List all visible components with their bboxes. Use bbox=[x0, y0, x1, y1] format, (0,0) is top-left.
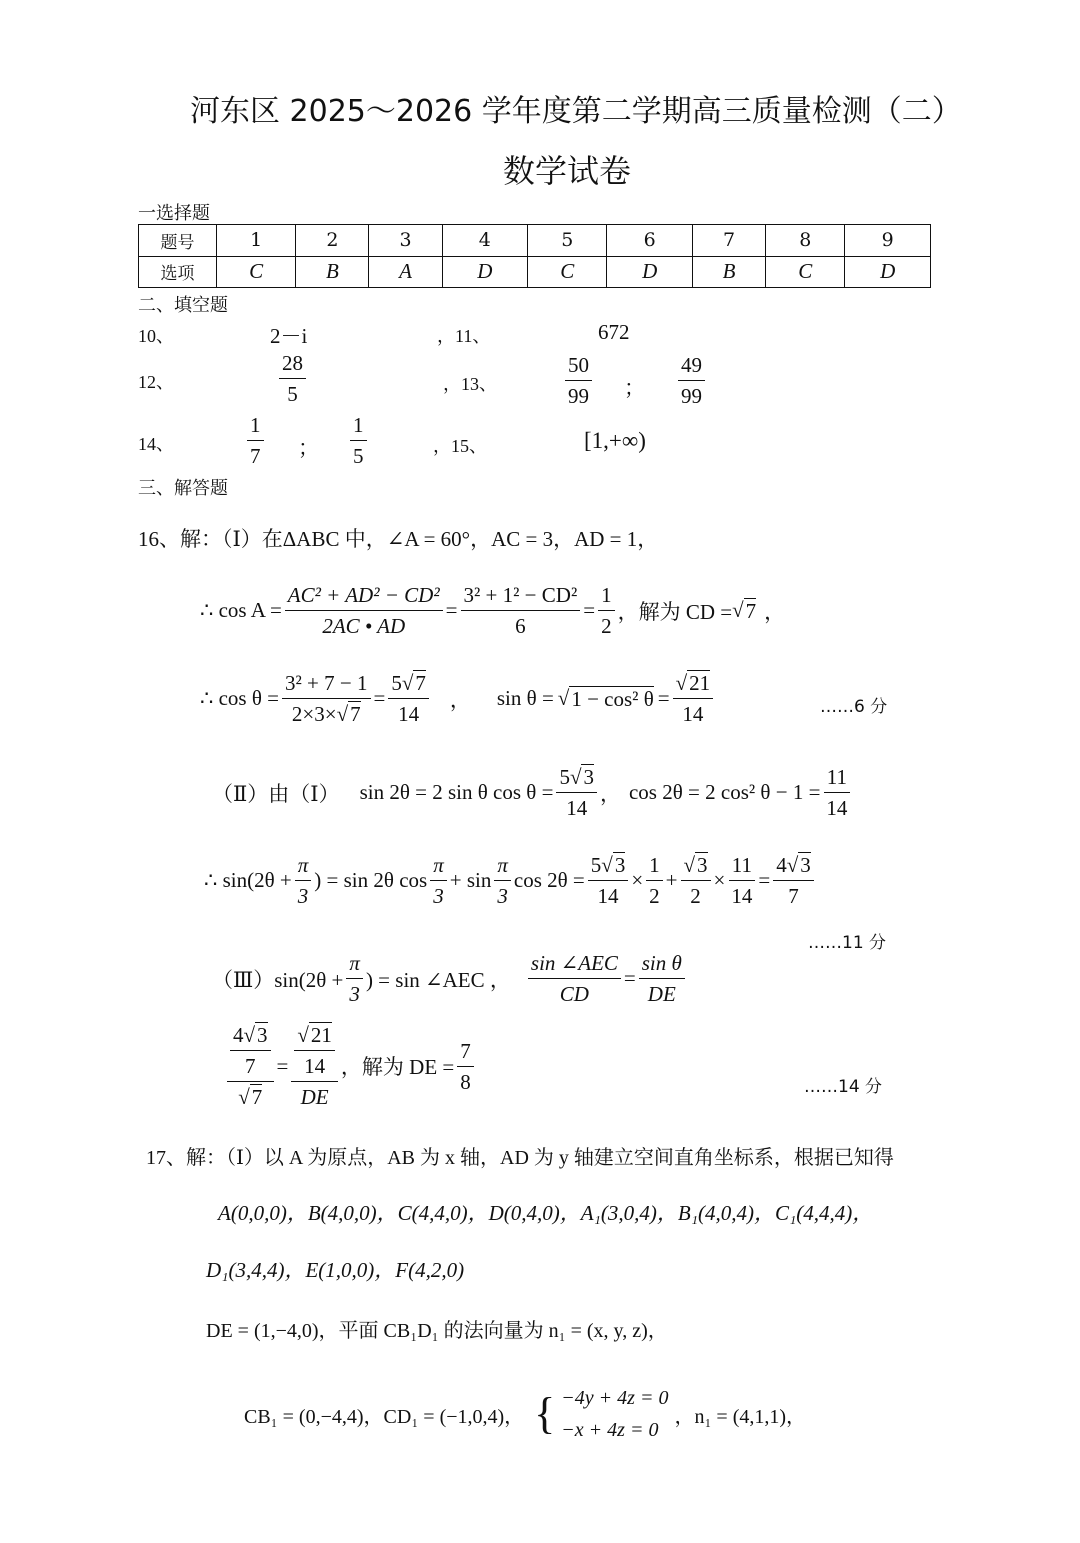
eq-text: + sin bbox=[449, 868, 492, 892]
q16-part2-sum-equation bbox=[204, 850, 817, 911]
eq-text: 4 bbox=[776, 853, 787, 877]
section-solution-label: 三、解答题 bbox=[138, 478, 228, 499]
eq-text: ∴ cos A = bbox=[200, 598, 282, 622]
table-cell: B bbox=[692, 256, 765, 288]
brace-icon: { bbox=[534, 1389, 556, 1438]
eq-text: CB₁ = (0,−4,4)，CD₁ = (−1,0,4)， bbox=[244, 1405, 525, 1428]
eq-text: 5 bbox=[590, 853, 602, 877]
frac-denominator: DE bbox=[300, 1085, 329, 1109]
eq-text: ，解为 DE = bbox=[340, 1055, 455, 1079]
sqrt-sign: √ bbox=[238, 1085, 250, 1109]
frac-numerator: 1 bbox=[247, 410, 264, 441]
frac-numerator bbox=[291, 1020, 338, 1082]
eq-text: 5 bbox=[559, 765, 570, 789]
question-number: ，15、 bbox=[433, 436, 487, 456]
frac-numerator: 1 bbox=[646, 850, 663, 881]
answer-14a bbox=[244, 410, 267, 471]
frac-numerator bbox=[681, 850, 711, 881]
eq-text: ， bbox=[449, 687, 471, 712]
frac-numerator bbox=[588, 850, 629, 881]
score-mark: ……6 分 bbox=[820, 697, 888, 717]
eq-text: sin θ = bbox=[496, 686, 554, 710]
frac-numerator: 7 bbox=[457, 1036, 474, 1067]
score-mark: ……11 分 bbox=[808, 933, 887, 953]
eq-sign: = bbox=[276, 1053, 289, 1078]
frac-numerator: sin θ bbox=[639, 948, 685, 979]
table-cell: C bbox=[766, 256, 845, 288]
sqrt-radicand: 3 bbox=[257, 1023, 268, 1047]
table-cell: D bbox=[845, 256, 931, 288]
eq-text: ， bbox=[599, 781, 621, 806]
eq-text: ， bbox=[764, 599, 786, 624]
q17-normal-vector: DE = (1,−4,0)，平面 CB₁D₁ 的法向量为 n₁ = (x, y, z)， bbox=[206, 1320, 668, 1342]
frac-denominator: 14 bbox=[826, 796, 848, 820]
answer-10: 2－i bbox=[270, 324, 308, 348]
sqrt-sign: √ bbox=[243, 1023, 256, 1047]
frac-denominator: 2AC • AD bbox=[322, 614, 406, 638]
frac-numerator: 1 bbox=[350, 410, 367, 441]
frac-denominator: DE bbox=[647, 982, 676, 1006]
table-cell: 5 bbox=[528, 225, 607, 257]
frac-numerator: π bbox=[295, 850, 312, 881]
table-cell: 4 bbox=[442, 225, 528, 257]
complex-fraction bbox=[227, 1020, 274, 1112]
table-cell: A bbox=[369, 256, 442, 288]
table-cell: B bbox=[296, 256, 369, 288]
sqrt-radicand: 3 bbox=[800, 853, 811, 877]
eq-operator: × bbox=[713, 868, 726, 892]
table-row-numbers bbox=[139, 225, 931, 257]
section-choice-label: 一选择题 bbox=[138, 203, 210, 224]
frac-numerator: 3² + 1² − CD² bbox=[461, 580, 581, 611]
frac-denominator: 5 bbox=[287, 382, 298, 406]
eq-text: ∴ sin(2θ + bbox=[204, 868, 292, 892]
eq-sign: = bbox=[583, 598, 596, 622]
eq-text: ，n₁ = (4,1,1)， bbox=[674, 1405, 807, 1428]
frac-numerator: π bbox=[494, 850, 511, 881]
eq-text: sin 2θ = 2 sin θ cos θ = bbox=[359, 780, 554, 804]
table-cell: D bbox=[442, 256, 528, 288]
frac-numerator: π bbox=[346, 948, 363, 979]
frac-denominator: 2 bbox=[601, 614, 612, 638]
table-cell: C bbox=[528, 256, 607, 288]
eq-sign: = bbox=[445, 598, 458, 622]
sqrt-sign: √ bbox=[297, 1023, 309, 1047]
score-mark: ……14 分 bbox=[804, 1077, 883, 1097]
page-subtitle: 数学试卷 bbox=[503, 152, 632, 190]
eq-text: 2×3× bbox=[291, 702, 337, 726]
eq-text: （Ⅲ）sin(2θ + bbox=[212, 967, 344, 992]
sqrt-radicand: 3 bbox=[614, 853, 626, 877]
sqrt-radicand: 1 − cos² θ bbox=[571, 686, 654, 711]
answer-11: 672 bbox=[598, 320, 630, 344]
eq-text: 4 bbox=[233, 1023, 244, 1047]
eq-sign: = bbox=[373, 686, 386, 710]
table-cell: 2 bbox=[296, 225, 369, 257]
frac-numerator bbox=[230, 1020, 271, 1051]
frac-denominator: 99 bbox=[681, 384, 702, 408]
q17-coordinates-1: A(0,0,0)，B(4,0,0)，C(4,4,0)，D(0,4,0)，A₁(3,0,4)，B₁(4,0,4)，C₁(4,4,4)， bbox=[218, 1201, 874, 1225]
frac-numerator bbox=[556, 762, 597, 793]
frac-numerator: AC² + AD² − CD² bbox=[285, 580, 443, 611]
system-equation: −4y + 4z = 0 bbox=[561, 1387, 669, 1409]
eq-text: ∴ cos θ = bbox=[200, 686, 280, 710]
sqrt-sign: √ bbox=[401, 671, 414, 695]
frac-denominator bbox=[289, 699, 364, 729]
sqrt-radicand: 7 bbox=[350, 702, 361, 726]
frac-denominator: 14 bbox=[731, 884, 753, 908]
answer-13b bbox=[675, 350, 708, 411]
q16-cos-theta-equation bbox=[200, 668, 716, 729]
frac-denominator: 7 bbox=[788, 884, 799, 908]
question-number: 12、 bbox=[138, 372, 174, 392]
answer-12 bbox=[276, 348, 309, 409]
frac-denominator: 14 bbox=[304, 1054, 326, 1078]
eq-text: （Ⅱ）由（Ⅰ） bbox=[212, 781, 340, 806]
frac-denominator: 99 bbox=[568, 384, 589, 408]
complex-fraction bbox=[291, 1020, 338, 1112]
frac-numerator: 28 bbox=[279, 348, 306, 379]
frac-denominator bbox=[235, 1082, 265, 1112]
q17-intro: 17、解：（Ⅰ）以 A 为原点，AB 为 x 轴，AD 为 y 轴建立空间直角坐标系，根据已知得 bbox=[146, 1147, 894, 1169]
frac-denominator: 3 bbox=[349, 982, 360, 1006]
answer-15: [1,+∞) bbox=[584, 428, 646, 453]
frac-numerator bbox=[294, 1020, 335, 1051]
eq-text: ) = sin 2θ cos bbox=[314, 868, 428, 892]
eq-text: cos 2θ = 2 cos² θ − 1 = bbox=[628, 780, 821, 804]
eq-operator: × bbox=[631, 868, 644, 892]
frac-numerator: sin ∠AEC bbox=[528, 948, 621, 979]
frac-denominator: 7 bbox=[245, 1054, 256, 1078]
question-number: ，13、 bbox=[443, 374, 497, 394]
eq-text: ) = sin ∠AEC ， bbox=[365, 967, 511, 992]
eq-sign: = bbox=[758, 868, 771, 892]
table-cell: 8 bbox=[766, 225, 845, 257]
section-fill-label: 二、填空题 bbox=[138, 295, 228, 316]
frac-denominator: CD bbox=[559, 982, 589, 1006]
eq-text: 5 bbox=[391, 671, 402, 695]
frac-denominator: 3 bbox=[497, 884, 508, 908]
table-header-cell: 选项 bbox=[139, 256, 217, 288]
frac-numerator: 1 bbox=[598, 580, 615, 611]
frac-denominator: 2 bbox=[649, 884, 660, 908]
table-cell: 6 bbox=[607, 225, 693, 257]
frac-denominator: 3 bbox=[297, 884, 309, 908]
page-title: 河东区 2025～2026 学年度第二学期高三质量检测（二） bbox=[190, 94, 962, 129]
table-row-answers bbox=[139, 256, 931, 288]
frac-numerator bbox=[773, 850, 814, 881]
eq-sign: = bbox=[657, 686, 670, 710]
q17-vector-system bbox=[244, 1382, 806, 1446]
frac-numerator: 11 bbox=[824, 762, 850, 793]
sqrt-sign: √ bbox=[557, 686, 570, 710]
eq-text: ，解为 CD = bbox=[617, 599, 733, 624]
table-cell: 7 bbox=[692, 225, 765, 257]
table-cell: 3 bbox=[369, 225, 442, 257]
q16-part2-equation bbox=[212, 762, 853, 823]
frac-denominator: 6 bbox=[515, 614, 526, 638]
question-number: ，11、 bbox=[437, 326, 491, 346]
sqrt-radicand: 7 bbox=[415, 671, 426, 695]
question-number: 10、 bbox=[138, 326, 174, 346]
eq-operator: + bbox=[665, 868, 678, 892]
sqrt-sign: √ bbox=[732, 598, 744, 622]
q16-cosA-equation bbox=[200, 580, 785, 641]
frac-numerator: 3² + 7 − 1 bbox=[282, 668, 370, 699]
sqrt-sign: √ bbox=[683, 853, 696, 877]
answer-14b bbox=[347, 410, 370, 471]
frac-denominator: 7 bbox=[250, 444, 261, 468]
sqrt-sign: √ bbox=[786, 853, 799, 877]
sqrt-radicand: 21 bbox=[689, 671, 711, 695]
question-number: 14、 bbox=[138, 434, 174, 454]
sqrt-sign: √ bbox=[601, 853, 613, 877]
system-equation: −x + 4z = 0 bbox=[561, 1419, 659, 1441]
table-cell: 1 bbox=[217, 225, 296, 257]
eq-text: cos 2θ = bbox=[513, 868, 585, 892]
frac-denominator: 2 bbox=[690, 884, 701, 908]
sqrt-radicand: 3 bbox=[697, 853, 708, 877]
frac-denominator: 8 bbox=[460, 1069, 471, 1094]
frac-numerator: 49 bbox=[678, 350, 705, 381]
answer-table bbox=[138, 224, 931, 288]
table-cell: 9 bbox=[845, 225, 931, 257]
sqrt-sign: √ bbox=[569, 765, 582, 789]
sqrt-sign: √ bbox=[336, 702, 349, 726]
q16-intro: 16、解：（Ⅰ）在ΔABC 中，∠A = 60°，AC = 3，AD = 1， bbox=[138, 527, 659, 551]
frac-numerator bbox=[388, 668, 429, 699]
q17-coordinates-2: D₁(3,4,4)，E(1,0,0)，F(4,2,0) bbox=[206, 1258, 465, 1282]
eq-sign: = bbox=[623, 966, 636, 990]
table-cell: C bbox=[217, 256, 296, 288]
answer-13a bbox=[562, 350, 595, 411]
frac-numerator bbox=[227, 1020, 274, 1082]
frac-numerator bbox=[673, 668, 714, 699]
frac-numerator: 11 bbox=[729, 850, 755, 881]
frac-numerator: 50 bbox=[565, 350, 592, 381]
frac-denominator: 14 bbox=[597, 884, 619, 908]
separator: ； bbox=[624, 376, 645, 400]
q16-part3-solve bbox=[224, 1020, 477, 1112]
separator: ； bbox=[298, 436, 319, 460]
table-header-cell: 题号 bbox=[139, 225, 217, 257]
frac-denominator: 14 bbox=[682, 702, 704, 726]
table-cell: D bbox=[607, 256, 693, 288]
sqrt-radicand: 7 bbox=[745, 598, 757, 623]
frac-denominator: 3 bbox=[433, 884, 444, 908]
frac-denominator: 14 bbox=[566, 796, 588, 820]
sqrt-radicand: 3 bbox=[583, 765, 594, 789]
frac-denominator: 14 bbox=[398, 702, 420, 726]
q16-part3-equation bbox=[212, 948, 688, 1009]
sqrt-radicand: 21 bbox=[310, 1023, 332, 1047]
frac-denominator: 5 bbox=[353, 444, 364, 468]
sqrt-radicand: 7 bbox=[251, 1085, 263, 1109]
equation-system bbox=[561, 1382, 668, 1446]
frac-numerator: π bbox=[430, 850, 447, 881]
sqrt-sign: √ bbox=[675, 671, 688, 695]
